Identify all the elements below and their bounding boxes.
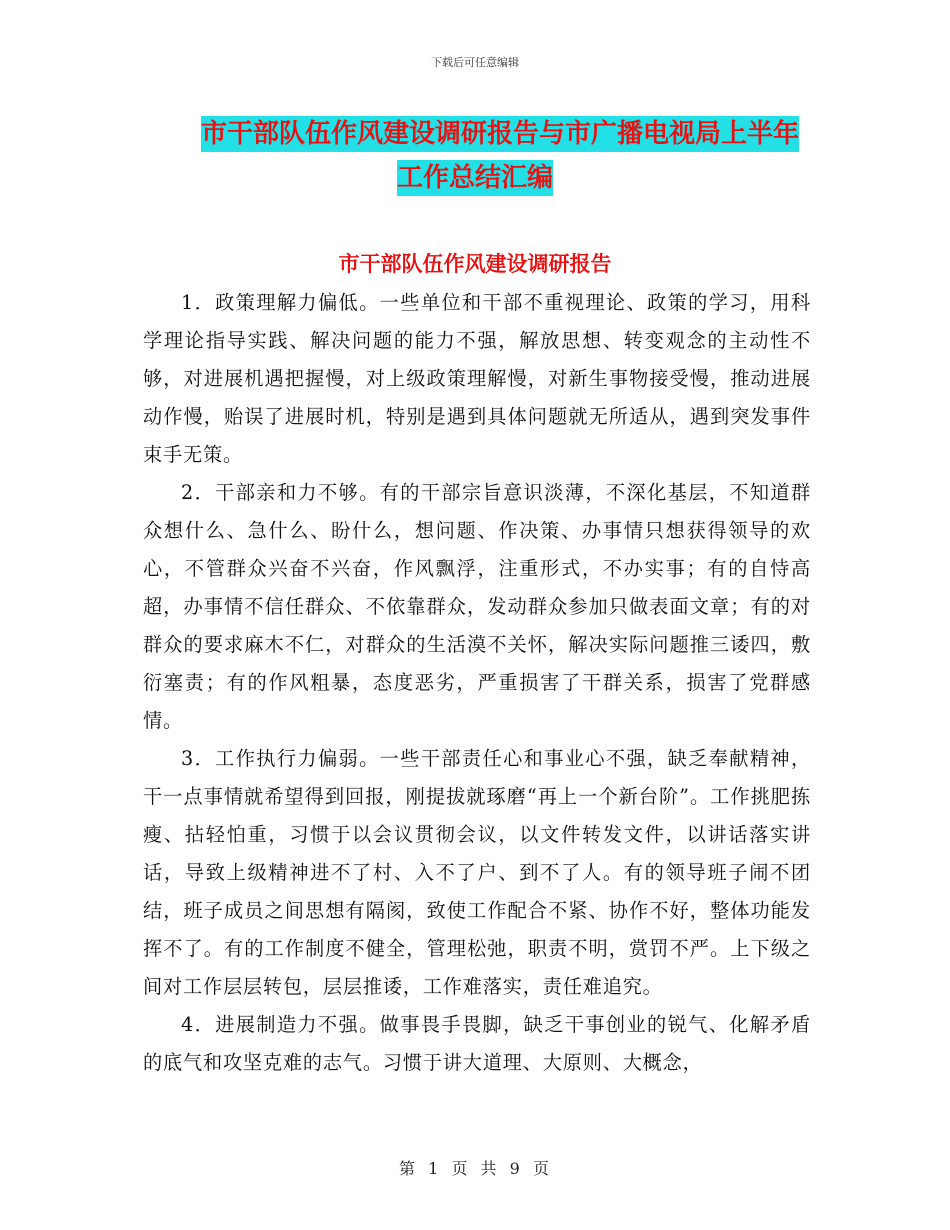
footer-page-total: 9 bbox=[509, 1159, 522, 1178]
paragraph-1: 1．政策理解力偏低。一些单位和干部不重视理论、政策的学习，用科学理论指导实践、解决问题的能力不强，解放思想、转变观念的主动性不够，对进展机遇把握慢，对上级政策理解慢，对新生事物接受慢，推动进展动作慢，贻误了进展时机，特别是遇到具体问题就无所适从，遇到突发事件束手无策。 bbox=[143, 291, 811, 466]
document-title bbox=[0, 114, 950, 198]
footer-label-total: 共 bbox=[480, 1159, 499, 1178]
footer-label-prefix: 第 bbox=[399, 1159, 418, 1178]
title-line-1-text: 市干部队伍作风建设调研报告与市广播电视局上半年 bbox=[201, 116, 799, 152]
paragraph-2: 2．干部亲和力不够。有的干部宗旨意识淡薄，不深化基层，不知道群众想什么、急什么、盼什么，想问题、作决策、办事情只想获得领导的欢心，不管群众兴奋不兴奋，作风飘浮，注重形式，不办实事；有的自恃高超，办事情不信任群众、不依靠群众，发动群众参加只做表面文章；有的对群众的要求麻木不仁，对群众的生活漠不关怀，解决实际问题推三诿四，敷衍塞责；有的作风粗暴，态度恶劣，严重损害了干群关系，损害了党群感情。 bbox=[143, 481, 811, 732]
page-footer bbox=[0, 1156, 950, 1179]
footer-label-page: 页 bbox=[451, 1159, 470, 1178]
footer-label-suffix: 页 bbox=[532, 1159, 551, 1178]
document-body bbox=[143, 284, 811, 1082]
section-title: 市干部队伍作风建设调研报告 bbox=[338, 251, 612, 276]
paragraph-3: 3．工作执行力偏弱。一些干部责任心和事业心不强，缺乏奉献精神，干一点事情就希望得到回报，刚提拔就琢磨“再上一个新台阶”。工作挑肥拣瘦、拈轻怕重，习惯于以会议贯彻会议，以文件转发文件，以讲话落实讲话，导致上级精神进不了村、入不了户、到不了人。有的领导班子闹不团结，班子成员之间思想有隔阂，致使工作配合不紧、协作不好，整体功能发挥不了。有的工作制度不健全，管理松弛，职责不明，赏罚不严。上下级之间对工作层层转包，层层推诿，工作难落实，责任难追究。 bbox=[143, 747, 811, 998]
paragraph-4: 4．进展制造力不强。做事畏手畏脚，缺乏干事创业的锐气、化解矛盾的底气和攻坚克难的志气。习惯于讲大道理、大原则、大概念， bbox=[143, 1013, 811, 1074]
header-note: 下载后可任意编辑 bbox=[431, 56, 519, 69]
title-line-1 bbox=[0, 114, 950, 154]
title-line-2 bbox=[0, 158, 950, 198]
title-line-2-text: 工作总结汇编 bbox=[397, 160, 553, 196]
footer-page-current: 1 bbox=[428, 1159, 441, 1178]
